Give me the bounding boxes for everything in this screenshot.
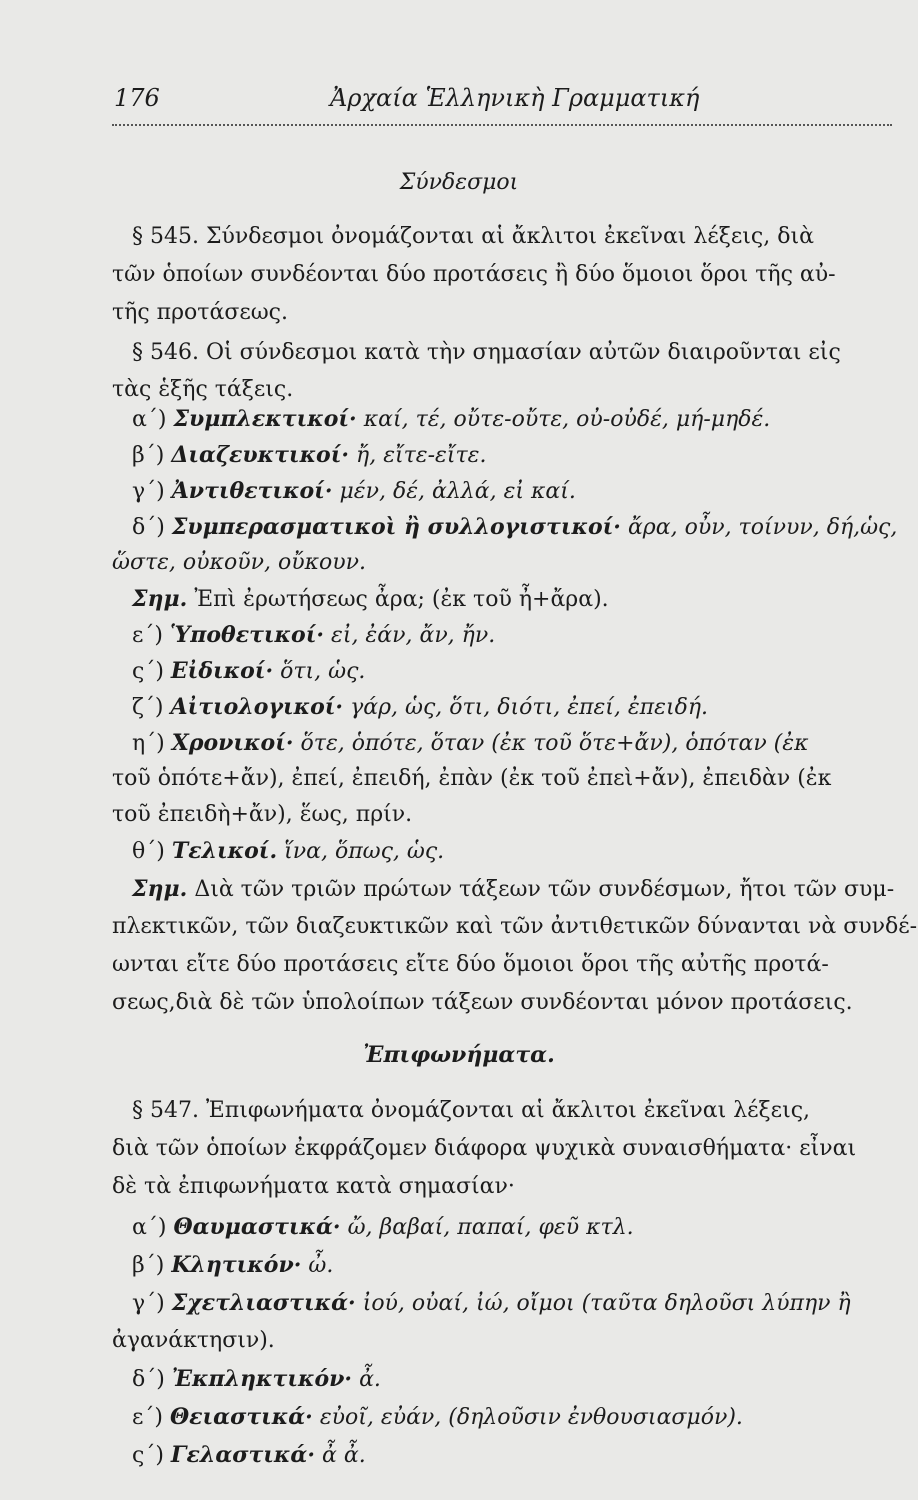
item-number: α΄) <box>132 1215 167 1240</box>
item-number: η΄) <box>132 731 165 756</box>
interjection-item-e <box>132 1402 917 1433</box>
list-item-d <box>132 512 917 543</box>
item-words: ὤ, βαβαί, παπαί, φεῦ κτλ. <box>347 1215 634 1240</box>
list-item-b <box>132 440 917 471</box>
list-item-h <box>132 728 917 759</box>
item-number: δ΄) <box>132 515 165 540</box>
item-words: καί, τέ, οὔτε-οὔτε, οὐ-οὐδέ, μή-μηδέ. <box>363 407 771 432</box>
list-item-e <box>132 620 917 651</box>
note-text: Ἐπὶ ἐρωτήσεως ἆρα; (ἐκ τοῦ ἦ+ἄρα). <box>194 587 609 612</box>
paragraph-547-line: διὰ τῶν ὁποίων ἐκφράζομεν διάφορα ψυχικὰ συναισθήματα· εἶναι <box>112 1136 857 1161</box>
list-item-th <box>132 836 917 867</box>
item-number: γ΄) <box>132 1291 165 1316</box>
running-title: Ἀρχαία Ἑλληνικὴ Γραμματική <box>330 84 700 112</box>
item-number: β΄) <box>132 443 165 468</box>
interjection-item-d <box>132 1364 917 1395</box>
item-term: Εἰδικοί· <box>170 658 274 684</box>
list-item-st <box>132 656 917 687</box>
interjection-item-a <box>132 1212 917 1243</box>
paragraph-545-line: τῶν ὁποίων συνδέονται δύο προτάσεις ἢ δύο ὅμοιοι ὅροι τῆς αὐ- <box>112 262 836 287</box>
item-term: Ἐκπληκτικόν· <box>171 1366 353 1392</box>
item-words: ἄρα, οὖν, τοίνυν, δή,ὡς, <box>627 515 898 540</box>
item-words: ἆ. <box>359 1367 381 1392</box>
item-number: ε΄) <box>132 1405 163 1430</box>
interjection-item-c <box>132 1288 917 1319</box>
item-number: α΄) <box>132 407 167 432</box>
section-heading-interjections: Ἐπιφωνήματα. <box>363 1042 555 1068</box>
paragraph-547-line: δὲ τὰ ἐπιφωνήματα κατὰ σημασίαν· <box>112 1174 515 1199</box>
item-term: Κλητικόν· <box>171 1252 302 1278</box>
list-item-c <box>132 476 917 507</box>
page-number: 176 <box>114 84 160 112</box>
item-term: Σχετλιαστικά· <box>171 1290 356 1316</box>
list-item-h-continuation: τοῦ ὁπότε+ἄν), ἐπεί, ἐπειδή, ἐπὰν (ἐκ τοῦ ἐπεὶ+ἄν), ἐπειδὰν (ἐκ <box>112 766 832 791</box>
item-term: Συμπλεκτικοί· <box>173 406 357 432</box>
item-words: ἆ ἆ. <box>322 1443 366 1468</box>
interjection-item-st <box>132 1440 917 1471</box>
paragraph-546-line: § 546. Οἱ σύνδεσμοι κατὰ τὴν σημασίαν αὐτῶν διαιροῦνται εἰς <box>132 340 841 365</box>
list-item-d-continuation: ὥστε, οὐκοῦν, οὔκουν. <box>112 550 366 575</box>
item-term: Γελαστικά· <box>170 1442 316 1468</box>
item-number: δ΄) <box>132 1367 165 1392</box>
item-term: Θαυμαστικά· <box>173 1214 341 1240</box>
item-term: Ὑποθετικοί· <box>169 622 325 648</box>
item-term: Τελικοί. <box>171 838 278 864</box>
item-words: ὅτι, ὡς. <box>280 659 366 684</box>
page-header <box>112 78 892 122</box>
item-term: Θειαστικά· <box>169 1404 313 1430</box>
item-words: ἤ, εἴτε-εἴτε. <box>356 443 487 468</box>
list-item-h-continuation: τοῦ ἐπειδὴ+ἄν), ἕως, πρίν. <box>112 802 413 827</box>
paragraph-545-line: § 545. Σύνδεσμοι ὀνομάζονται αἱ ἄκλιτοι ἐκεῖναι λέξεις, διὰ <box>132 224 814 249</box>
item-words: γάρ, ὡς, ὅτι, διότι, ἐπεί, ἐπειδή. <box>350 695 708 720</box>
item-term: Διαζευκτικοί· <box>171 442 350 468</box>
note-2-line: σεως,διὰ δὲ τῶν ὑπολοίπων τάξεων συνδέονται μόνον προτάσεις. <box>112 990 853 1015</box>
paragraph-546-line: τὰς ἑξῆς τάξεις. <box>112 377 294 402</box>
paragraph-545-line: τῆς προτάσεως. <box>112 300 288 325</box>
item-words: ἰού, οὐαί, ἰώ, οἴμοι (ταῦτα δηλοῦσι λύπην ἢ <box>362 1291 851 1316</box>
interjection-item-c-continuation: ἀγανάκτησιν). <box>112 1328 275 1353</box>
note-label: Σημ. <box>132 586 188 612</box>
item-number: ς΄) <box>132 1443 164 1468</box>
item-words: εὐοῖ, εὐάν, (δηλοῦσιν ἐνθουσιασμόν). <box>319 1405 743 1430</box>
note-label: Σημ. <box>132 876 188 902</box>
item-words: ἵνα, ὅπως, ὡς. <box>284 839 445 864</box>
item-words: μέν, δέ, ἀλλά, εἰ καί. <box>339 479 576 504</box>
item-words: ὦ. <box>308 1253 334 1278</box>
item-number: β΄) <box>132 1253 165 1278</box>
item-term: Χρονικοί· <box>171 730 294 756</box>
item-term: Συμπερασματικοὶ ἢ συλλογιστικοί· <box>171 514 621 540</box>
item-number: θ΄) <box>132 839 165 864</box>
note-text: Διὰ τῶν τριῶν πρώτων τάξεων τῶν συνδέσμων, ἤτοι τῶν συμ- <box>194 877 895 902</box>
section-heading-conjunctions: Σύνδεσμοι <box>399 170 519 195</box>
header-dotted-rule <box>112 124 892 126</box>
paragraph-547-line: § 547. Ἐπιφωνήματα ὀνομάζονται αἱ ἄκλιτοι ἐκεῖναι λέξεις, <box>132 1098 811 1123</box>
note-2-line: πλεκτικῶν, τῶν διαζευκτικῶν καὶ τῶν ἀντιθετικῶν δύνανται νὰ συνδέ- <box>112 914 918 939</box>
note-2-line: ωνται εἴτε δύο προτάσεις εἴτε δύο ὅμοιοι ὅροι τῆς αὐτῆς προτά- <box>112 952 829 977</box>
item-words: ὅτε, ὁπότε, ὅταν (ἐκ τοῦ ὅτε+ἄν), ὁπόταν (ἐκ <box>300 731 809 756</box>
note-2-line <box>132 874 917 905</box>
note-1 <box>132 584 917 615</box>
interjection-item-b <box>132 1250 917 1281</box>
item-words: εἰ, ἐάν, ἄν, ἤν. <box>331 623 496 648</box>
item-term: Ἀντιθετικοί· <box>171 478 333 504</box>
item-number: γ΄) <box>132 479 165 504</box>
item-term: Αἰτιολογικοί· <box>170 694 344 720</box>
item-number: ε΄) <box>132 623 163 648</box>
item-number: ς΄) <box>132 659 164 684</box>
list-item-a <box>132 404 917 435</box>
list-item-z <box>132 692 917 723</box>
item-number: ζ΄) <box>132 695 164 720</box>
